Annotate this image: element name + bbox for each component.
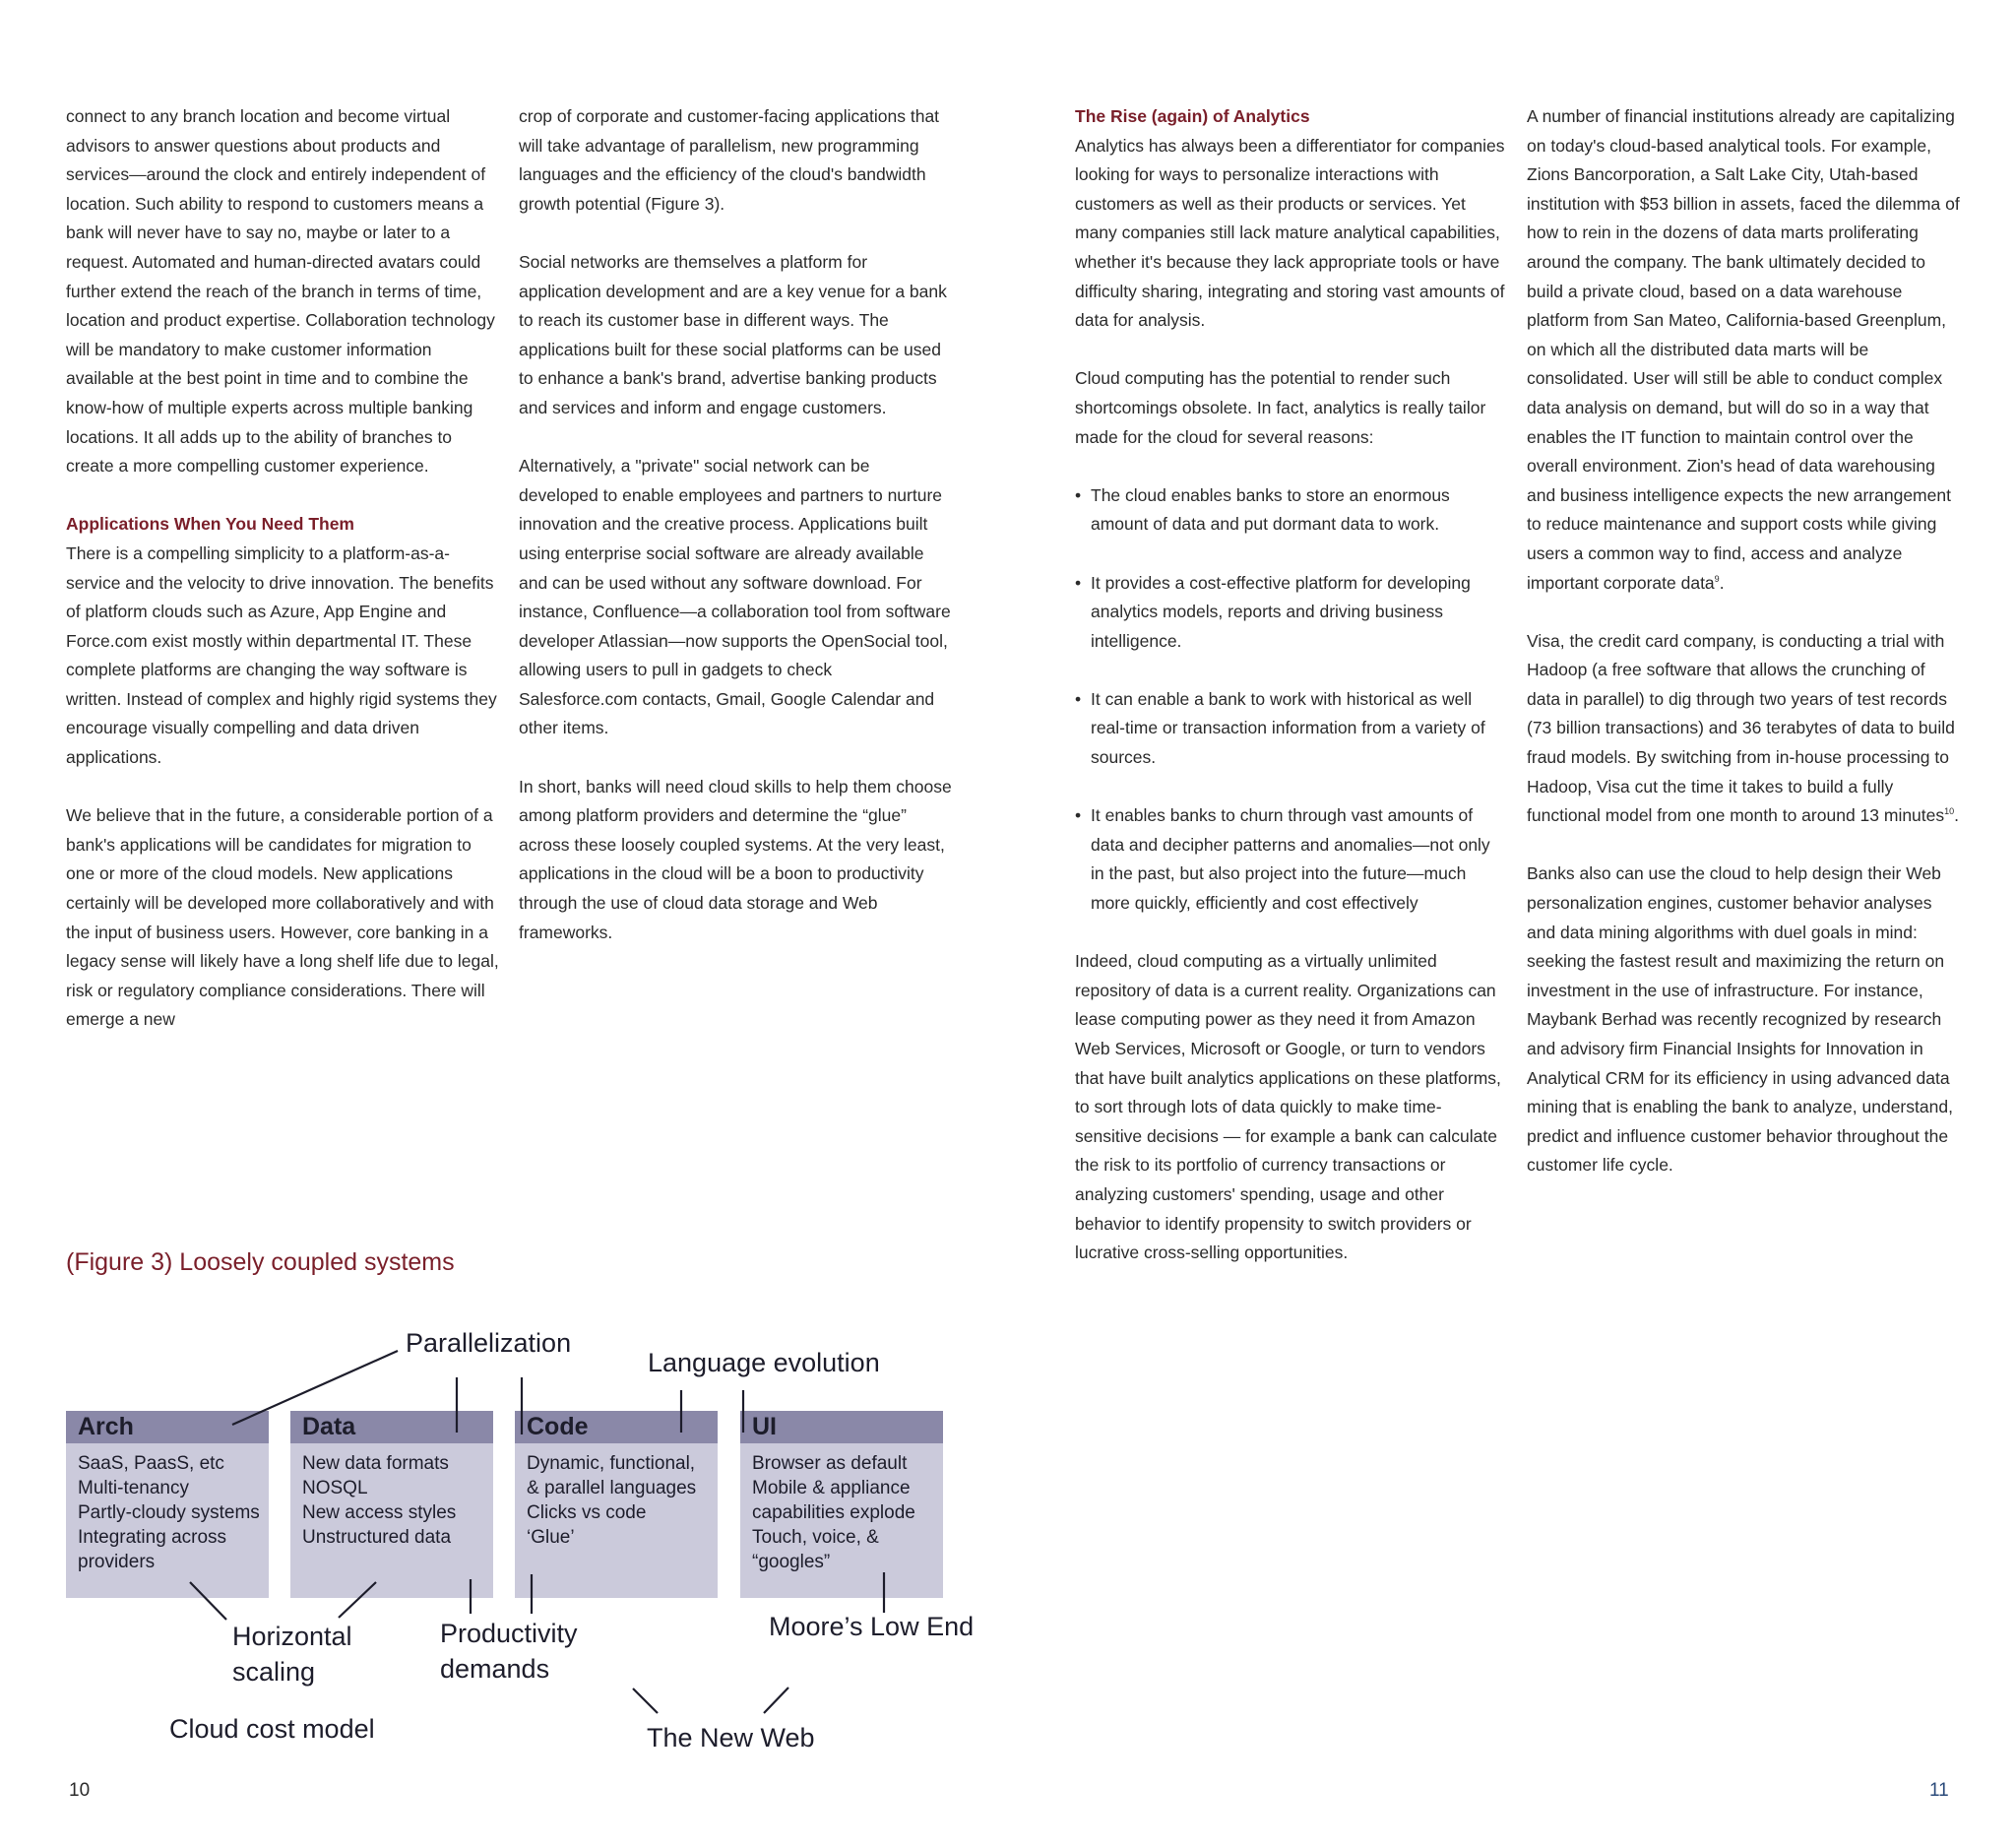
label-productivity-demands: Productivity bbox=[440, 1619, 578, 1648]
label-moores-low-end: Moore’s Low End bbox=[769, 1612, 975, 1641]
body-paragraph: We believe that in the future, a considerable portion of a bank's applications will be candidates for migration to one or more of the cloud models. New applications certainly will be developed more collaboratively and with the input of business users. However, core banking in a legacy sense will likely have a long shelf life due to legal, risk or regulatory compliance considerations. There will emerge a new bbox=[66, 805, 499, 1030]
analytics-bullet-list bbox=[1075, 481, 1508, 919]
body-paragraph: Banks also can use the cloud to help design their Web personalization engines, customer behavior analyses and data mining algorithms with duel goals in mind: seeking the fastest result and maximizing the return on investment in the use of infrastructure. For instance, Maybank Berhad was recently recognized by research and advisory firm Financial Insights for Innovation in Analytical CRM for its efficiency in using advanced data mining that is enabling the bank to analyze, understand, predict and influence customer behavior throughout the customer life cycle. bbox=[1527, 863, 1953, 1176]
box-line: capabilities explode bbox=[752, 1502, 915, 1523]
label-horizontal-scaling: scaling bbox=[232, 1657, 316, 1687]
left-column-1 bbox=[66, 102, 499, 1064]
box-line: Clicks vs code bbox=[527, 1502, 647, 1523]
section-heading-analytics: The Rise (again) of Analytics bbox=[1075, 106, 1310, 126]
box-line: Touch, voice, & bbox=[752, 1527, 879, 1548]
box-line: SaaS, PaasS, etc bbox=[78, 1453, 224, 1474]
box-title: Arch bbox=[66, 1411, 269, 1443]
label-new-web: The New Web bbox=[647, 1723, 815, 1752]
body-paragraph: Social networks are themselves a platform for application development and are a key venue for a bank to reach its customer base in different ways. The applications built for these social platforms can be used to enhance a bank's brand, advertise banking products and services and inform and engage customers. bbox=[519, 251, 947, 417]
connector-line bbox=[633, 1689, 658, 1713]
body-paragraph: Alternatively, a "private" social network can be developed to enable employees and partners to nurture innovation and the creative process. Applications built using enterprise social software are already available and can be used without any software download. For instance, Confluence—a collaboration tool from software developer Atlassian—now supports the OpenSocial tool, allowing users to pull in gadgets to check Salesforce.com contacts, Gmail, Google Calendar and other items. bbox=[519, 456, 951, 738]
box-title: Data bbox=[290, 1411, 493, 1443]
footnote-ref: 9 bbox=[1714, 573, 1720, 584]
code-box bbox=[515, 1411, 718, 1598]
page-number-left: 10 bbox=[69, 1780, 91, 1801]
bullet-item: • The cloud enables banks to store an enormous amount of data and put dormant data to work. bbox=[1075, 481, 1508, 540]
box-line: New data formats bbox=[302, 1453, 449, 1474]
box-body bbox=[290, 1443, 493, 1550]
box-title: UI bbox=[740, 1411, 943, 1443]
bullet-item: • It provides a cost-effective platform for developing analytics models, reports and driving business intelligence. bbox=[1075, 569, 1508, 657]
paragraph-text: A number of financial institutions already are capitalizing on today's cloud-based analytical tools. For example, Zions Bancorporation, a Salt Lake City, Utah-based institution with $53 billion in assets, faced the dilemma of how to rein in the dozens of data marts proliferating around the company. The bank ultimately decided to build a private cloud, based on a data warehouse platform from San Mateo, California-based Greenplum, on which all the distributed data marts will be consolidated. User will still be able to conduct complex data analysis on demand, but will do so in a way that enables the IT function to maintain control over the overall environment. Zion's head of data warehousing and business intelligence expects the new arrangement to reduce maintenance and support costs while giving users a common way to find, access and analyze important corporate data bbox=[1527, 106, 1960, 593]
box-line: Mobile & appliance bbox=[752, 1478, 911, 1498]
body-paragraph: Cloud computing has the potential to render such shortcomings obsolete. In fact, analytics is really tailor made for the cloud for several reasons: bbox=[1075, 368, 1486, 447]
box-line: “googles” bbox=[752, 1552, 831, 1572]
box-title: Code bbox=[515, 1411, 718, 1443]
body-paragraph: connect to any branch location and become virtual advisors to answer questions about products and services—around the clock and entirely independent of location. Such ability to respond to customers means a bank will never have to say no, maybe or later to a request. Automated and human-directed avatars could further extend the reach of the branch in terms of time, location and product expertise. Collaboration technology will be mandatory to make customer information available at the best point in time and to combine the know-how of multiple experts across multiple banking locations. It all adds up to the ability of branches to create a more compelling customer experience. bbox=[66, 106, 495, 477]
data-box bbox=[290, 1411, 493, 1598]
body-paragraph: crop of corporate and customer-facing applications that will take advantage of parallelism, new programming languages and the efficiency of the cloud's bandwidth growth potential (Figure 3). bbox=[519, 106, 940, 214]
body-paragraph bbox=[1527, 627, 1960, 831]
paragraph-end: . bbox=[1719, 572, 1725, 593]
bullet-item: • It enables banks to churn through vast amounts of data and decipher patterns and anomalies—not only in the past, but also project into the future—much more quickly, efficiently and cost effectively bbox=[1075, 801, 1508, 918]
box-line: & parallel languages bbox=[527, 1478, 697, 1498]
connector-line bbox=[764, 1688, 788, 1713]
figure-caption: (Figure 3) Loosely coupled systems bbox=[66, 1248, 455, 1276]
box-line: Dynamic, functional, bbox=[527, 1453, 696, 1474]
right-column-1 bbox=[1075, 102, 1508, 1297]
footnote-ref: 10 bbox=[1944, 806, 1955, 817]
paragraph-end: . bbox=[1954, 805, 1960, 826]
page-number-right: 11 bbox=[1929, 1780, 1949, 1801]
label-language-evolution: Language evolution bbox=[648, 1348, 880, 1377]
box-line: providers bbox=[78, 1552, 156, 1572]
label-productivity-demands: demands bbox=[440, 1654, 550, 1684]
section-heading-applications: Applications When You Need Them bbox=[66, 514, 354, 535]
box-line: Partly-cloudy systems bbox=[78, 1502, 260, 1523]
paragraph-text: Visa, the credit card company, is conducting a trial with Hadoop (a free software that allows the crunching of data in parallel) to dig through two years of test records (73 billion transactions) and 36 terabytes of data to build fraud models. By switching from in-house processing to Hadoop, Visa cut the time it takes to build a fully functional model from one month to around 13 minutes bbox=[1527, 630, 1955, 826]
box-body bbox=[66, 1443, 269, 1574]
label-parallelization: Parallelization bbox=[406, 1328, 572, 1358]
body-paragraph: Indeed, cloud computing as a virtually unlimited repository of data is a current reality. Organizations can lease computing power as they need it from Amazon Web Services, Microsoft or Google, or turn to vendors that have built analytics applications on these platforms, to sort through lots of data quickly to make time-sensitive decisions — for example a bank can calculate the risk to its portfolio of currency transactions or analyzing customers' spending, usage and other behavior to identify propensity to switch providers or lucrative cross-selling opportunities. bbox=[1075, 951, 1501, 1263]
right-column-2 bbox=[1527, 102, 1960, 1210]
box-body bbox=[740, 1443, 943, 1574]
label-cloud-cost-model: Cloud cost model bbox=[169, 1714, 375, 1744]
body-paragraph: In short, banks will need cloud skills to help them choose among platform providers and determine the “glue” across these loosely coupled systems. At the very least, applications in the cloud will be a boon to productivity through the use of cloud data storage and Web frameworks. bbox=[519, 776, 952, 942]
body-paragraph: Analytics has always been a differentiator for companies looking for ways to personalize interactions with customers as well as their products or services. Yet many companies still lack mature analytical capabilities, whether it's because they lack appropriate tools or have difficulty sharing, integrating and storing vast amounts of data for analysis. bbox=[1075, 135, 1505, 331]
bullet-item: • It can enable a bank to work with historical as well real-time or transaction information from a variety of sources. bbox=[1075, 685, 1508, 773]
box-body bbox=[515, 1443, 718, 1550]
box-line: New access styles bbox=[302, 1502, 457, 1523]
box-line: Multi-tenancy bbox=[78, 1478, 189, 1498]
ui-box bbox=[740, 1411, 943, 1598]
body-paragraph bbox=[1527, 102, 1960, 598]
arch-box bbox=[66, 1411, 269, 1598]
box-line: Unstructured data bbox=[302, 1527, 452, 1548]
box-line: NOSQL bbox=[302, 1478, 368, 1498]
box-line: Integrating across bbox=[78, 1527, 227, 1548]
box-line: ‘Glue’ bbox=[527, 1527, 575, 1548]
body-paragraph: There is a compelling simplicity to a platform-as-a-service and the velocity to drive innovation. The benefits of platform clouds such as Azure, App Engine and Force.com exist mostly within departmental IT. These complete platforms are changing the way software is written. Instead of complex and highly rigid systems they encourage visually compelling and data driven applications. bbox=[66, 542, 497, 768]
label-horizontal-scaling: Horizontal bbox=[232, 1622, 352, 1651]
box-line: Browser as default bbox=[752, 1453, 908, 1474]
left-column-2 bbox=[519, 102, 952, 977]
